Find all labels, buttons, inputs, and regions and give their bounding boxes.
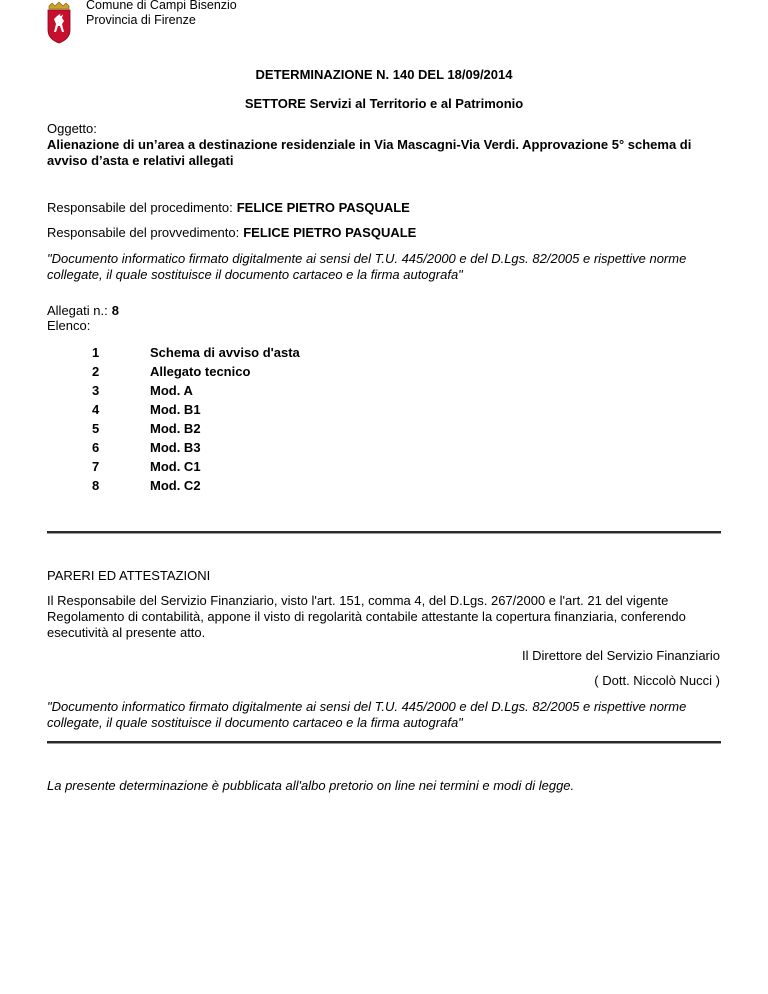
attachment-item — [0, 440, 768, 459]
attachment-number: 7 — [92, 459, 100, 474]
attachment-item — [0, 402, 768, 421]
attachment-item — [0, 364, 768, 383]
attachment-name: Mod. C2 — [150, 478, 201, 493]
measure-responsible-name: FELICE PIETRO PASQUALE — [243, 225, 417, 240]
attachment-number: 8 — [92, 478, 100, 493]
attachment-number: 6 — [92, 440, 100, 455]
attachment-name: Allegato tecnico — [150, 364, 251, 379]
attachments-count — [47, 303, 727, 319]
procedure-responsible-label: Responsabile del procedimento: — [47, 200, 233, 215]
opinions-signature-note: "Documento informatico firmato digitalmente ai sensi del T.U. 445/2000 e del D.Lgs. 82/2005 e rispettive norme collegate, il quale sostituisce il documento cartaceo e la firma autografa" — [47, 699, 687, 730]
procedure-responsible-name: FELICE PIETRO PASQUALE — [236, 200, 410, 215]
attachment-name: Mod. B3 — [150, 440, 201, 455]
attachments-list — [0, 345, 768, 497]
attachment-number: 4 — [92, 402, 100, 417]
attachment-name: Mod. B2 — [150, 421, 201, 436]
measure-responsible-label: Responsabile del provvedimento: — [47, 225, 240, 240]
opinions-text: Il Responsabile del Servizio Finanziario, visto l'art. 151, comma 4, del D.Lgs. 267/2000 e l'art. 21 del vigente Regolamento di contabilità, appone il visto di regolarità contabile attestante la copertura finanziaria, conferendo esecutività al presente atto. — [47, 593, 686, 640]
attachments-count-value: 8 — [111, 303, 119, 318]
attachments-count-label: Allegati n.: — [47, 303, 108, 318]
procedure-responsible — [47, 200, 727, 216]
province-name: Provincia di Firenze — [86, 13, 196, 27]
attachment-name: Mod. A — [150, 383, 193, 398]
issuer-header — [86, 0, 386, 28]
determination-title: DETERMINAZIONE N. 140 DEL 18/09/2014 — [255, 67, 513, 82]
subject-label: Oggetto: — [47, 121, 97, 136]
attachment-item — [0, 421, 768, 440]
digital-signature-note: "Documento informatico firmato digitalmente ai sensi del T.U. 445/2000 e del D.Lgs. 82/2005 e rispettive norme collegate, il quale sostituisce il documento cartaceo e la firma autografa" — [47, 251, 687, 282]
attachment-number: 3 — [92, 383, 100, 398]
attachment-item — [0, 345, 768, 364]
attachment-number: 2 — [92, 364, 100, 379]
attachment-number: 5 — [92, 421, 100, 436]
attachment-item — [0, 478, 768, 497]
attachment-name: Mod. C1 — [150, 459, 201, 474]
attachment-number: 1 — [92, 345, 100, 360]
subject-text: Alienazione di un’area a destinazione residenziale in Via Mascagni-Via Verdi. Approvazione 5° schema di avviso d’asta e relativi allegati — [47, 137, 692, 168]
publication-note: La presente determinazione è pubblicata all'albo pretorio on line nei termini e modi di legge. — [47, 778, 575, 793]
signer-name: ( Dott. Niccolò Nucci ) — [594, 673, 720, 688]
signer-role: Il Direttore del Servizio Finanziario — [522, 648, 720, 663]
section-divider — [47, 741, 721, 743]
opinions-title: PARERI ED ATTESTAZIONI — [47, 568, 211, 583]
attachment-item — [0, 383, 768, 402]
sector-title: SETTORE Servizi al Territorio e al Patrimonio — [244, 96, 524, 111]
attachments-list-label: Elenco: — [47, 318, 91, 333]
municipality-name: Comune di Campi Bisenzio — [86, 0, 237, 12]
attachment-name: Schema di avviso d'asta — [150, 345, 300, 360]
attachment-name: Mod. B1 — [150, 402, 201, 417]
measure-responsible — [47, 225, 727, 241]
section-divider — [47, 531, 721, 533]
coat-of-arms-icon — [46, 2, 72, 44]
attachment-item — [0, 459, 768, 478]
